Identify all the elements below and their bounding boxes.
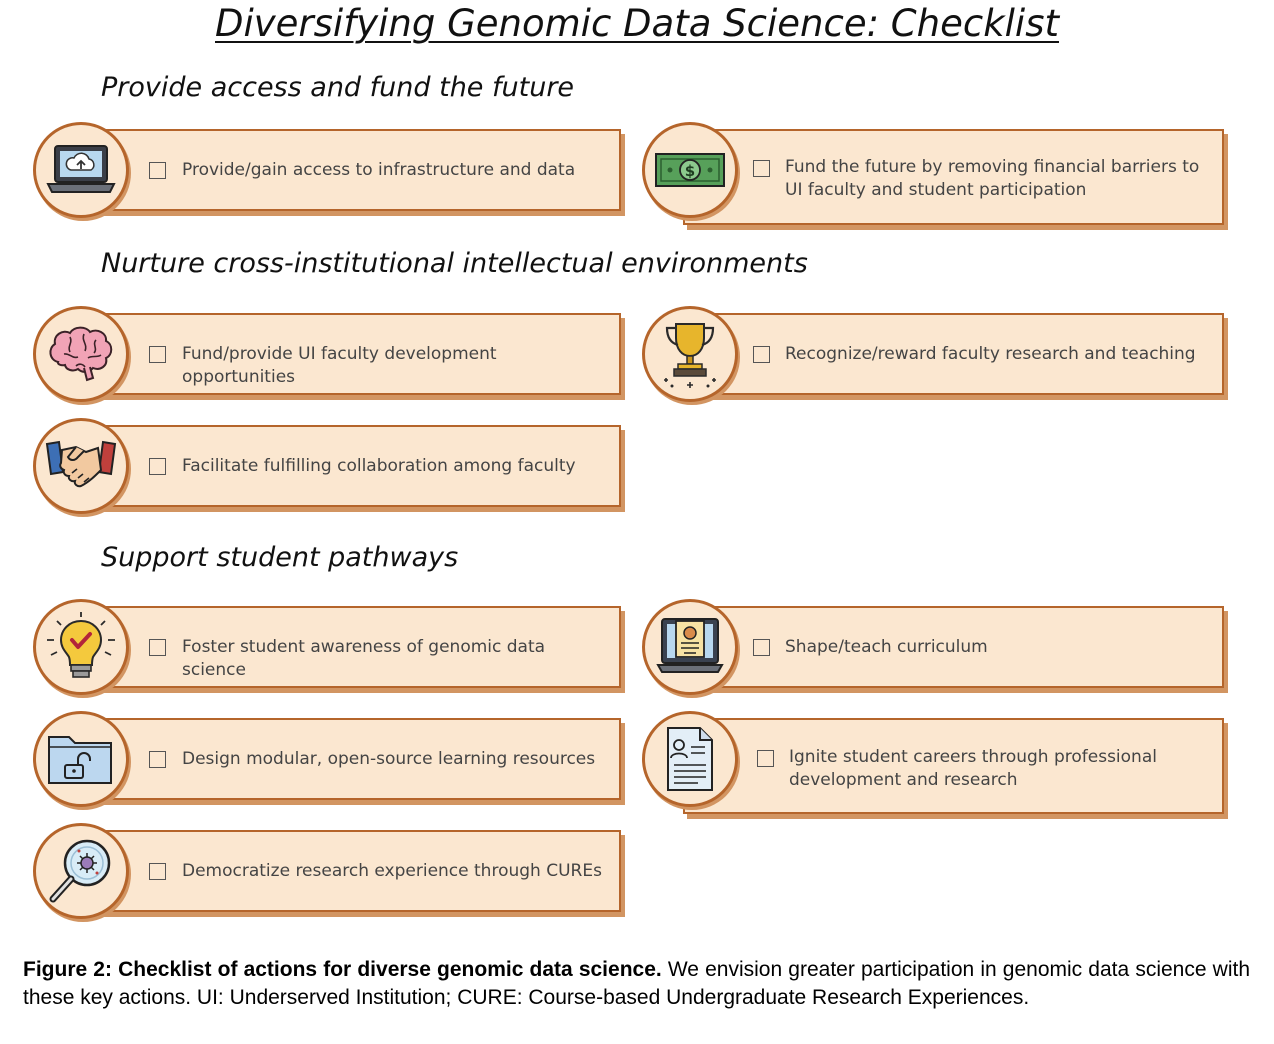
checkbox-open-resources[interactable] (149, 751, 166, 768)
resume-document-icon (642, 711, 738, 807)
item-label: Shape/teach curriculum (785, 637, 988, 657)
checkbox-faculty-development[interactable] (149, 346, 166, 363)
brain-icon (33, 306, 129, 402)
caption-text: We envision greater participation in genomic data science with these key actions. UI: Underserved Institution; CURE: Course-based Undergraduate Research Experiences. (23, 958, 1250, 1009)
lightbulb-check-icon (33, 599, 129, 695)
item-label: Foster student awareness of genomic data science (182, 637, 546, 680)
item-label: Design modular, open-source learning resources (182, 749, 596, 769)
item-label: Fund/provide UI faculty development opportunities (182, 344, 497, 387)
checkbox-curriculum[interactable] (753, 639, 770, 656)
checkbox-infrastructure[interactable] (149, 162, 166, 179)
item-label: Ignite student careers through professional development and research (789, 747, 1157, 790)
certificate-icon (642, 599, 738, 695)
magnifier-virus-icon (33, 823, 129, 919)
handshake-icon (33, 418, 129, 514)
checkbox-cures[interactable] (149, 863, 166, 880)
figure-caption (23, 956, 1250, 1012)
trophy-icon (642, 306, 738, 402)
item-label: Facilitate fulfilling collaboration among faculty (182, 456, 576, 476)
checkbox-recognize[interactable] (753, 346, 770, 363)
item-label: Democratize research experience through CUREs (182, 861, 602, 881)
checkbox-awareness[interactable] (149, 639, 166, 656)
item-label: Fund the future by removing financial barriers to UI faculty and student participation (785, 157, 1200, 200)
section-heading-access: Provide access and fund the future (101, 72, 575, 103)
section-heading-students: Support student pathways (101, 542, 459, 573)
section-heading-nurture: Nurture cross-institutional intellectual environments (101, 248, 808, 279)
svg-text:$: $ (684, 162, 696, 180)
item-label: Recognize/reward faculty research and teaching (785, 344, 1196, 364)
caption-bold: Figure 2: Checklist of actions for diverse genomic data science. (23, 958, 662, 981)
figure-title: Diversifying Genomic Data Science: Checklist (215, 2, 1059, 45)
money-bill-icon (642, 122, 738, 218)
laptop-cloud-icon (33, 122, 129, 218)
checkbox-careers[interactable] (757, 750, 774, 767)
open-folder-lock-icon (33, 711, 129, 807)
checkbox-collaboration[interactable] (149, 458, 166, 475)
item-label: Provide/gain access to infrastructure and data (182, 160, 576, 180)
checkbox-funding[interactable] (753, 160, 770, 177)
